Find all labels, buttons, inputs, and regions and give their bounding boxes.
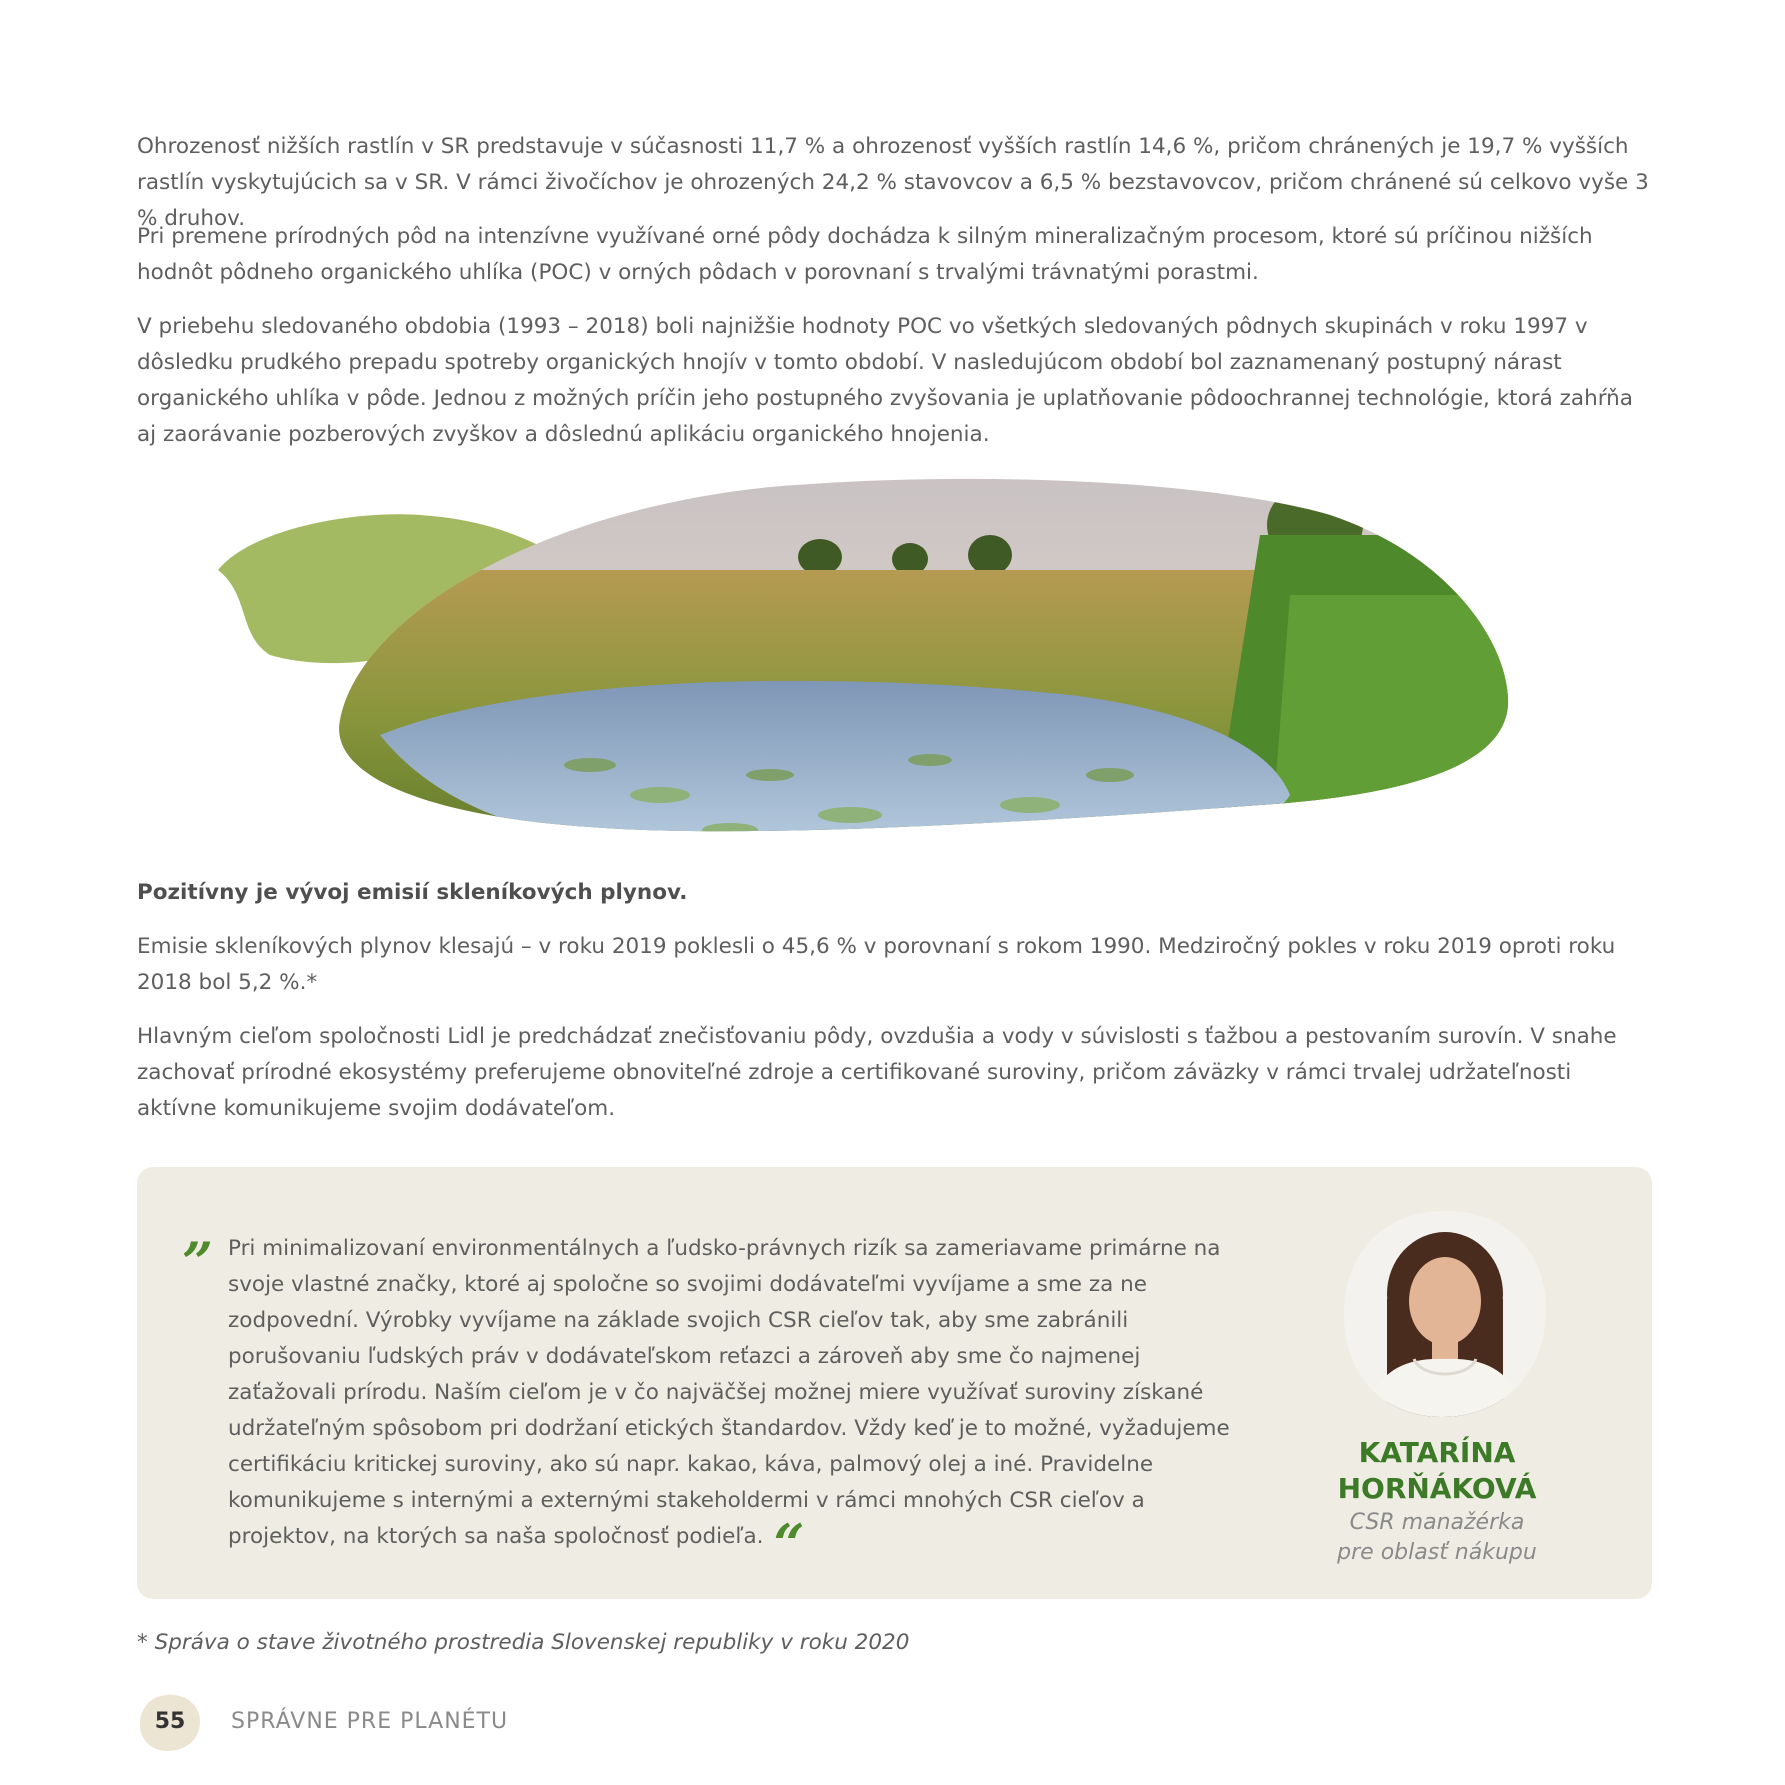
paragraph-threatened-plants: Ohrozenosť nižších rastlín v SR predstavuje v súčasnosti 11,7 % a ohrozenosť vyšších rastlín 14,6 %, pričom chránených je 19,7 % vyšších rastlín vyskytujúcich sa v SR. V rámci živočíchov je ohrozených 24,2 % stavovcov a 6,5 % bezstavovcov, pričom chránené sú celkovo vyše 3 % druhov. <box>137 134 1649 231</box>
paragraph-soil-conversion: Pri premene prírodných pôd na intenzívne využívané orné pôdy dochádza k silným mineralizačným procesom, ktoré sú príčinou nižších hodnôt pôdneho organického uhlíka (POC) v orných pôdach v porovnaní s trvalými trávnatými porastmi. <box>137 224 1593 285</box>
wetland-illustration <box>210 475 1610 855</box>
paragraph-soil-carbon: V priebehu sledovaného obdobia (1993 – 2018) boli najnižšie hodnoty POC vo všetkých sledovaných pôdnych skupinách v roku 1997 v dôsledku prudkého prepadu spotreby organických hnojív v tomto období. V nasledujúcom období bol zaznamenaný postupný nárast organického uhlíka v pôde. Jednou z možných príčin jeho postupného zvyšovania je uplatňovanie pôdoochrannej technológie, ktorá zahŕňa aj zaorávanie pozberových zvyškov a dôslednú aplikáciu organického hnojenia. <box>137 314 1633 447</box>
quote-box <box>137 1167 1652 1599</box>
section-heading-emissions: Pozitívny je vývoj emisií skleníkových plynov. <box>137 880 688 905</box>
footnote: * Správa o stave životného prostredia Slovenskej republiky v roku 2020 <box>137 1630 910 1655</box>
paragraph-lidl-goal: Hlavným cieľom spoločnosti Lidl je predchádzať znečisťovaniu pôdy, ovzdušia a vody v súvislosti s ťažbou a pestovaním surovín. V snahe zachovať prírodné ekosystémy preferujeme obnoviteľné zdroje a certifikované suroviny, pričom záväzky v rámci trvalej udržateľnosti aktívne komunikujeme svojim dodávateľom. <box>137 1024 1617 1121</box>
person-role: CSR manažérka pre oblasť nákupu <box>1337 1510 1537 1565</box>
quote-text: Pri minimalizovaní environmentálnych a ľudsko-právnych rizík sa zameriavame primárne na svoje vlastné značky, ktoré aj spoločne so svojimi dodávateľmi vyvíjame a sme za ne zodpovední. Výrobky vyvíjame na základe svojich CSR cieľov tak, aby sme zabránili porušovaniu ľudských práv v dodávateľskom reťazci a zároveň aby sme čo najmenej zaťažovali prírodu. Naším cieľom je v čo najväčšej možnej miere využívať suroviny získané udržateľným spôsobom pri dodržaní etických štandardov. Vždy keď je to možné, vyžadujeme certifikáciu kritickej suroviny, ako sú napr. kakao, káva, palmový olej a iné. Pravidelne komunikujeme s internými a externými stakeholdermi v rámci mnohých CSR cieľov a projektov, na ktorých sa naša spoločnosť podieľa. “ <box>228 1236 1230 1576</box>
page-number: 55 <box>154 1709 186 1734</box>
avatar <box>1342 1209 1547 1419</box>
section-label: SPRÁVNE PRE PLANÉTU <box>231 1709 509 1734</box>
quote-open-mark: ” <box>182 1230 214 1294</box>
person-name: KATARÍNA HORŇÁKOVÁ <box>1337 1436 1537 1505</box>
quote-close-mark: “ <box>773 1512 805 1576</box>
paragraph-emissions: Emisie skleníkových plynov klesajú – v roku 2019 poklesli o 45,6 % v porovnaní s rokom 1990. Medziročný pokles v roku 2019 oproti roku 2018 bol 5,2 %.* <box>137 934 1616 995</box>
